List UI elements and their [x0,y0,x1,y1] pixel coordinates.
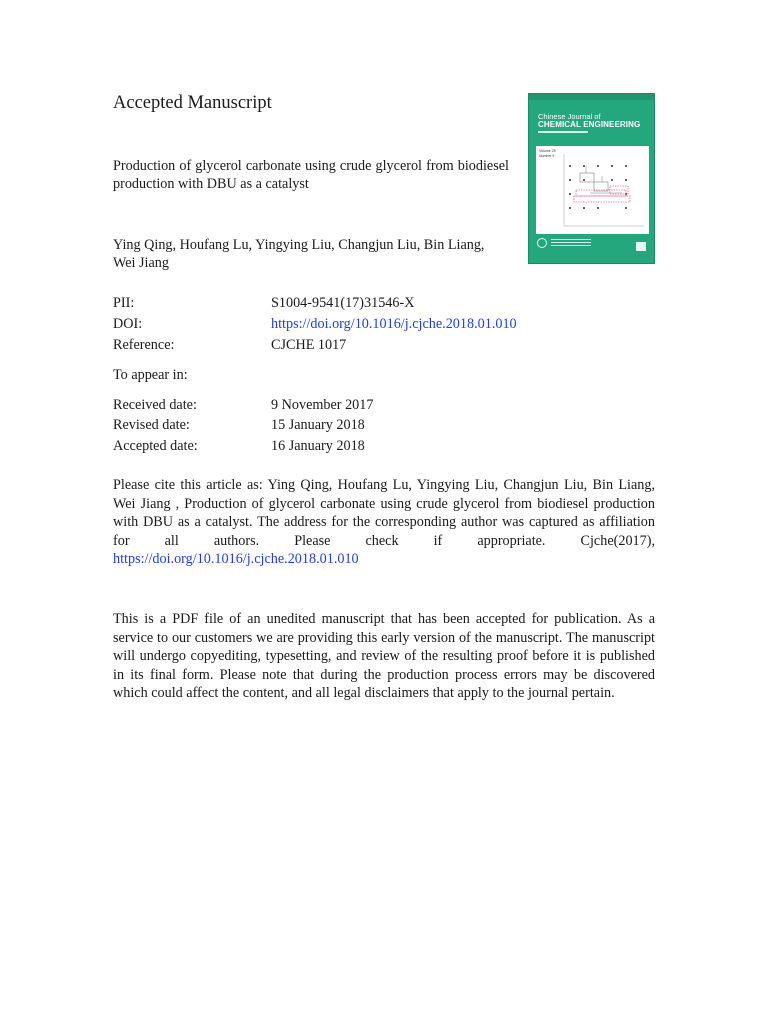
cover-number: Number 9 [539,153,555,158]
accepted-date-value: 16 January 2018 [271,438,365,454]
cover-top-stripe [529,94,654,100]
revised-date-value: 15 January 2018 [271,417,365,433]
journal-cover-image [528,93,655,264]
cover-journal-name [538,113,640,129]
cover-footer-lines [551,239,591,248]
doi-link[interactable]: https://doi.org/10.1016/j.cjche.2018.01.010 [271,316,517,332]
cover-publisher-logo [636,242,646,251]
citation-text: Please cite this article as: Ying Qing, Houfang Lu, Yingying Liu, Changjun Liu, Bin Liang, Wei Jiang , Production of glycerol carbonate using crude glycerol from biodiesel production with DBU as a catalyst. The address for the corresponding author was captured as affiliation for all authors. Please check if appropriate. Cjche(2017), [113,477,655,549]
pii-value: S1004-9541(17)31546-X [271,295,415,311]
cover-society-logo [537,238,547,248]
reference-value: CJCHE 1017 [271,337,347,353]
received-date-value: 9 November 2017 [271,397,374,413]
cover-figure-graphic [536,146,649,234]
revised-date-label: Revised date: [113,417,190,433]
cover-figure-panel [536,146,649,234]
accepted-manuscript-heading: Accepted Manuscript [113,93,272,113]
cover-chinese-title-bar [538,131,588,133]
article-authors: Ying Qing, Houfang Lu, Yingying Liu, Changjun Liu, Bin Liang, Wei Jiang [113,237,485,271]
pii-label: PII: [113,295,135,311]
citation-paragraph [113,476,655,569]
doi-label: DOI: [113,316,143,332]
cover-volume: Volume 25 [539,149,556,153]
received-date-label: Received date: [113,397,197,413]
cover-journal-line2: CHEMICAL ENGINEERING [538,120,641,129]
article-title: Production of glycerol carbonate using crude glycerol from biodiesel production with DBU as a catalyst [113,158,509,192]
to-appear-in-label: To appear in: [113,367,188,383]
accepted-date-label: Accepted date: [113,438,198,454]
reference-label: Reference: [113,337,175,353]
cover-journal-line1: Chinese Journal of [538,112,601,121]
citation-doi-link[interactable]: https://doi.org/10.1016/j.cjche.2018.01.010 [113,551,359,568]
disclaimer-paragraph: This is a PDF file of an unedited manuscript that has been accepted for publication. As a service to our customers we are providing this early version of the manuscript. The manuscript will undergo copyediting, typesetting, and review of the resulting proof before it is published in its final form. Please note that during the production process errors may be discovered which could affect the content, and all legal disclaimers that apply to the journal pertain. [113,611,655,702]
